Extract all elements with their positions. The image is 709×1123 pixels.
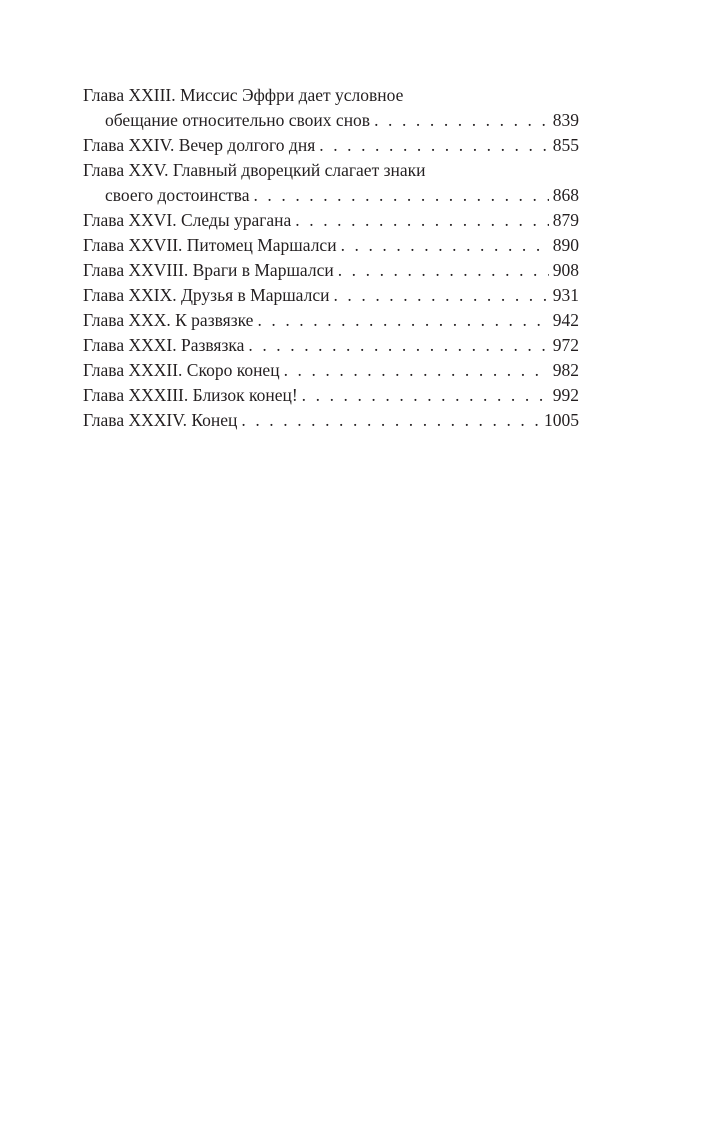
toc-entry-title: Глава XXXIV. Конец bbox=[83, 410, 238, 430]
dot-leader bbox=[370, 108, 549, 133]
toc-entry-title: обещание относительно своих снов bbox=[105, 110, 371, 130]
toc-entry-page-number: 972 bbox=[552, 335, 579, 355]
toc-entry-page-number: 1005 bbox=[544, 410, 579, 430]
dot-leader bbox=[237, 408, 540, 433]
toc-entry-chapter-25 bbox=[83, 158, 579, 208]
toc-entry-title: Глава XXVIII. Враги в Маршалси bbox=[83, 260, 334, 280]
toc-entry-title: Глава XXXII. Скоро конец bbox=[83, 360, 280, 380]
toc-entry-line bbox=[83, 358, 579, 383]
toc-entry-line bbox=[83, 333, 579, 358]
toc-entry-line bbox=[83, 383, 579, 408]
toc-entry-line bbox=[83, 408, 579, 433]
toc-entry-line bbox=[83, 208, 579, 233]
dot-leader bbox=[334, 258, 549, 283]
dot-leader bbox=[329, 283, 548, 308]
toc-entry-page-number: 908 bbox=[552, 260, 579, 280]
toc-entry-chapter-30 bbox=[83, 308, 579, 333]
dot-leader bbox=[253, 308, 548, 333]
toc-entry-page-number: 855 bbox=[552, 135, 579, 155]
toc-entry-page-number: 890 bbox=[552, 235, 579, 255]
toc-entry-title-line: Глава XXV. Главный дворецкий слагает знаки bbox=[83, 160, 426, 180]
toc-entry-title: Глава XXVII. Питомец Маршалси bbox=[83, 235, 337, 255]
toc-entry-page-number: 931 bbox=[552, 285, 579, 305]
toc-entry-line bbox=[83, 283, 579, 308]
toc-entry-title: Глава XXVI. Следы урагана bbox=[83, 210, 292, 230]
toc-entry-page-number: 992 bbox=[552, 385, 579, 405]
toc-entry-title: Глава XXX. К развязке bbox=[83, 310, 254, 330]
dot-leader bbox=[298, 383, 549, 408]
toc-entry-chapter-33 bbox=[83, 383, 579, 408]
toc-entry-line bbox=[83, 108, 579, 133]
toc-entry-line bbox=[83, 183, 579, 208]
toc-entry-chapter-26 bbox=[83, 208, 579, 233]
toc-entry-title: своего достоинства bbox=[105, 185, 250, 205]
toc-entry-chapter-24 bbox=[83, 133, 579, 158]
toc-entry-chapter-29 bbox=[83, 283, 579, 308]
toc-entry-title: Глава XXXI. Развязка bbox=[83, 335, 245, 355]
toc-entry-title: Глава XXIV. Вечер долгого дня bbox=[83, 135, 316, 155]
dot-leader bbox=[315, 133, 549, 158]
toc-entry-chapter-27 bbox=[83, 233, 579, 258]
toc-entry-page-number: 942 bbox=[552, 310, 579, 330]
toc-entry-page-number: 839 bbox=[552, 110, 579, 130]
toc-entry-title: Глава XXIX. Друзья в Маршалси bbox=[83, 285, 330, 305]
dot-leader bbox=[337, 233, 549, 258]
toc-entry-chapter-31 bbox=[83, 333, 579, 358]
toc-entry-chapter-28 bbox=[83, 258, 579, 283]
toc-entry-chapter-34 bbox=[83, 408, 579, 433]
toc-entry-line bbox=[83, 308, 579, 333]
toc-entry-page-number: 879 bbox=[552, 210, 579, 230]
dot-leader bbox=[280, 358, 549, 383]
toc-entry-chapter-23 bbox=[83, 83, 579, 133]
toc-entry-line bbox=[83, 258, 579, 283]
toc-entry-title-line: Глава XXIII. Миссис Эффри дает условное bbox=[83, 85, 404, 105]
toc-entry-title: Глава XXXIII. Близок конец! bbox=[83, 385, 298, 405]
toc-entry-line bbox=[83, 133, 579, 158]
toc-entry-page-number: 868 bbox=[552, 185, 579, 205]
toc-entry-page-number: 982 bbox=[552, 360, 579, 380]
dot-leader bbox=[244, 333, 548, 358]
toc-entry-line bbox=[83, 233, 579, 258]
table-of-contents bbox=[83, 83, 579, 433]
toc-entry-chapter-32 bbox=[83, 358, 579, 383]
dot-leader bbox=[291, 208, 548, 233]
dot-leader bbox=[249, 183, 548, 208]
